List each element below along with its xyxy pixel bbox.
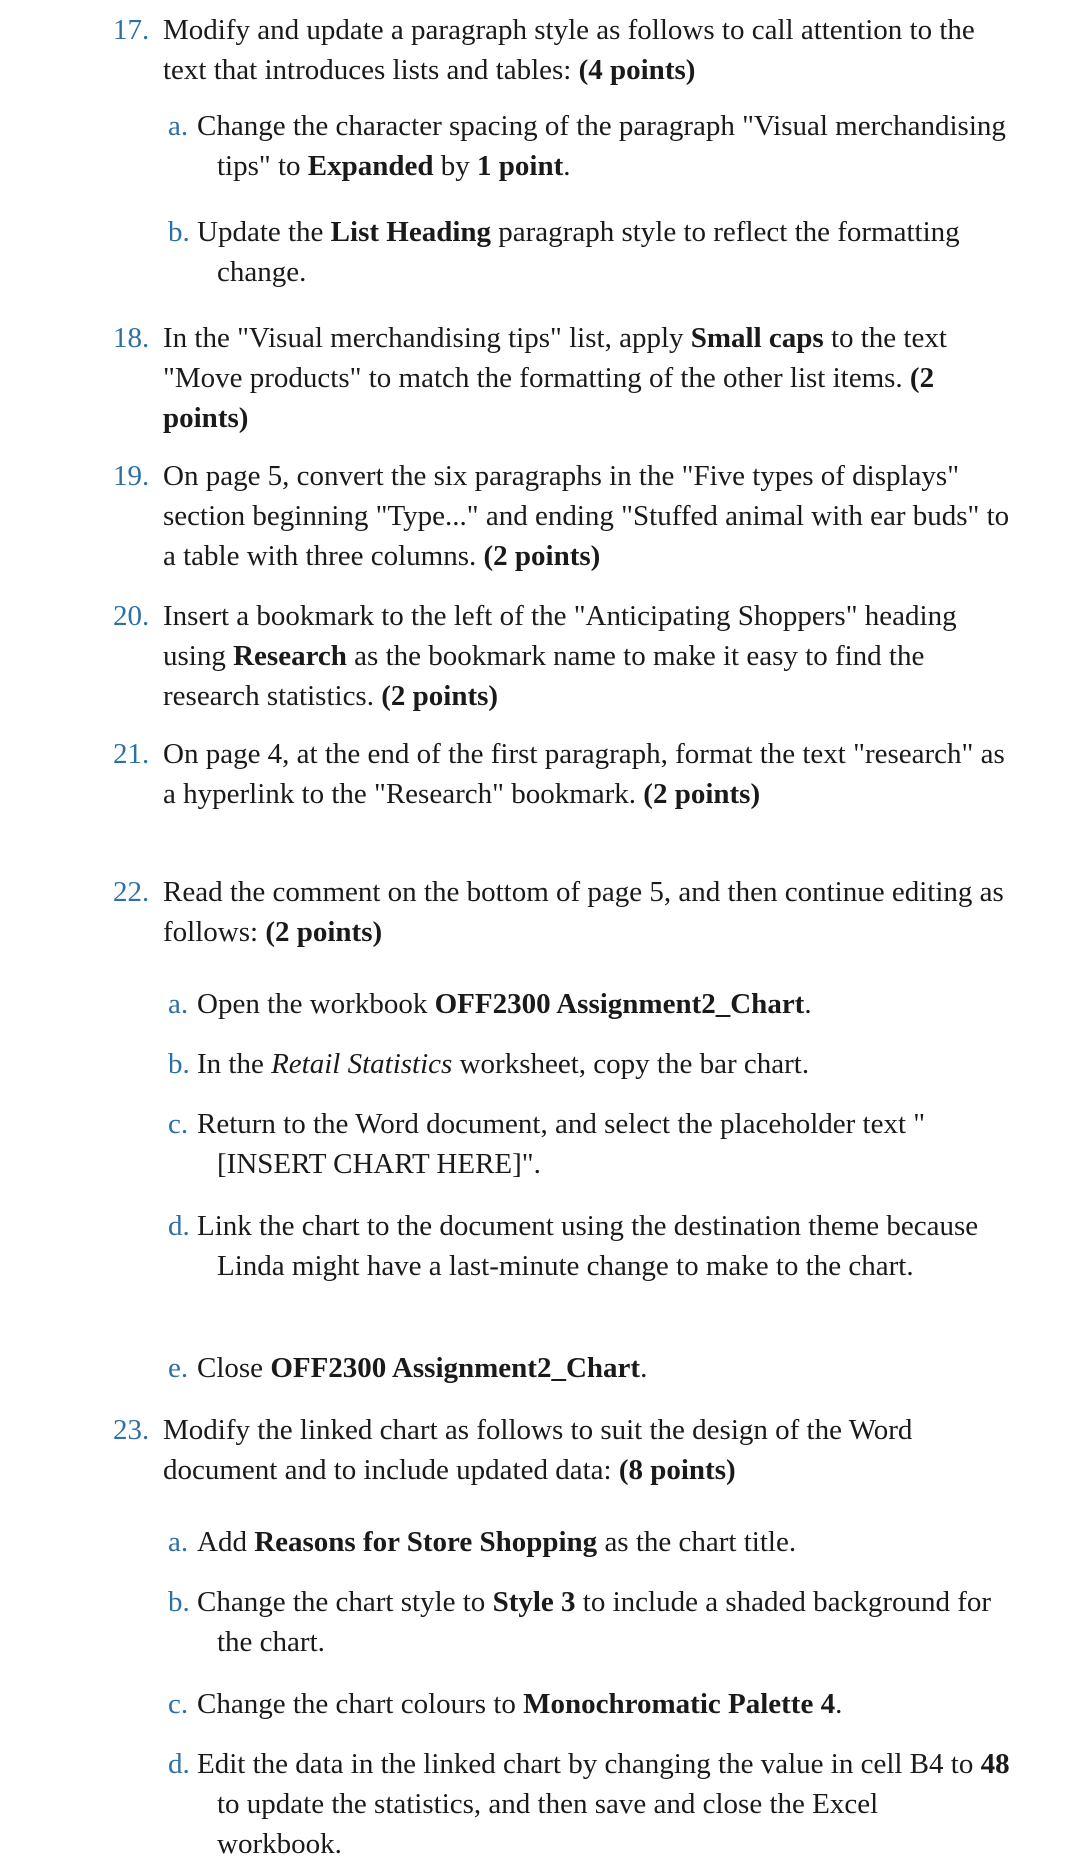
- sub-list-item: [0, 212, 1080, 292]
- sub-item-text: [197, 1526, 796, 1558]
- text-run: Edit the data in the linked chart by changing the value in cell B4 to: [197, 1748, 981, 1780]
- bold-text: (4 points): [578, 54, 696, 86]
- bold-text: List Heading: [330, 216, 492, 248]
- text-run: Close: [197, 1352, 271, 1384]
- sub-item-letter: d.: [168, 1748, 190, 1780]
- sub-item-text: [197, 1210, 978, 1282]
- item-number: 17.: [113, 14, 150, 46]
- bold-text: Research: [233, 640, 347, 672]
- text-run: to the text "Move products" to match the formatting of the other list items.: [163, 322, 947, 394]
- item-text: [163, 14, 975, 86]
- sub-item-letter: e.: [168, 1352, 189, 1384]
- list-item: [0, 456, 1080, 576]
- text-run: by: [433, 150, 478, 182]
- list-item: [0, 734, 1080, 814]
- item-text: [163, 600, 957, 712]
- sub-list-item: [0, 1522, 1080, 1562]
- item-number: 20.: [113, 600, 150, 632]
- bold-text: Monochromatic Palette 4: [523, 1688, 836, 1720]
- sub-item-letter: c.: [168, 1688, 189, 1720]
- sub-item-letter: c.: [168, 1108, 189, 1140]
- text-run: Insert a bookmark to the left of the "Anticipating Shoppers" heading using: [163, 600, 957, 672]
- sub-item-letter: b.: [168, 1586, 190, 1618]
- text-run: .: [563, 150, 571, 182]
- bold-text: OFF2300 Assignment2_Chart: [434, 988, 805, 1020]
- list-item: [0, 596, 1080, 716]
- text-run: Return to the Word document, and select the placeholder text "[INSERT CHART HERE]".: [197, 1108, 926, 1180]
- text-run: In the "Visual merchandising tips" list, apply: [163, 322, 691, 354]
- item-text: [163, 1414, 912, 1486]
- sub-item-letter: d.: [168, 1210, 190, 1242]
- item-number: 22.: [113, 876, 150, 908]
- item-text: [163, 322, 947, 434]
- sub-item-text: [197, 1748, 1010, 1860]
- sub-list-item: [0, 1744, 1080, 1864]
- text-run: Change the chart colours to: [197, 1688, 524, 1720]
- item-number: 18.: [113, 322, 150, 354]
- list-item: [0, 872, 1080, 952]
- sub-item-letter: b.: [168, 216, 190, 248]
- text-run: Link the chart to the document using the destination theme because Linda might have a last-minute change to make to the chart.: [197, 1210, 979, 1282]
- bold-text: 48: [980, 1748, 1010, 1780]
- bold-text: (2 points): [381, 680, 499, 712]
- sub-item-text: [197, 110, 1006, 182]
- item-text: [163, 876, 1004, 948]
- bold-text: Style 3: [492, 1586, 576, 1618]
- text-run: as the chart title.: [597, 1526, 797, 1558]
- sub-item-text: [197, 1688, 842, 1720]
- bold-text: 1 point: [477, 150, 564, 182]
- sub-item-text: [197, 1108, 925, 1180]
- bold-text: Expanded: [307, 150, 434, 182]
- sub-item-letter: a.: [168, 110, 189, 142]
- bold-text: OFF2300 Assignment2_Chart: [270, 1352, 641, 1384]
- text-run: Add: [197, 1526, 255, 1558]
- bold-text: (8 points): [618, 1454, 736, 1486]
- sub-list-item: [0, 106, 1080, 186]
- sub-item-text: [197, 216, 960, 288]
- sub-item-text: [197, 1048, 809, 1080]
- text-run: Read the comment on the bottom of page 5, and then continue editing as follows:: [163, 876, 1004, 948]
- list-item: [0, 1410, 1080, 1490]
- item-text: [163, 460, 1009, 572]
- item-text: [163, 738, 1005, 810]
- text-run: to include a shaded background for the chart.: [217, 1586, 992, 1658]
- sub-list-item: [0, 1684, 1080, 1724]
- sub-list-item: [0, 1582, 1080, 1662]
- sub-list-item: [0, 1348, 1080, 1388]
- sub-list-item: [0, 1044, 1080, 1084]
- item-number: 23.: [113, 1414, 150, 1446]
- bold-text: (2 points): [643, 778, 761, 810]
- bold-text: (2 points): [265, 916, 383, 948]
- text-run: In the: [197, 1048, 272, 1080]
- item-number: 21.: [113, 738, 150, 770]
- item-number: 19.: [113, 460, 150, 492]
- list-item: [0, 318, 1080, 438]
- sub-item-text: [197, 1352, 647, 1384]
- text-run: On page 5, convert the six paragraphs in the "Five types of displays" section beginning "Type..." and ending "Stuffed animal with ear buds" to a table with three columns.: [163, 460, 1010, 572]
- text-run: Change the character spacing of the paragraph "Visual merchandising tips" to: [197, 110, 1006, 182]
- bold-text: Small caps: [690, 322, 824, 354]
- text-run: .: [804, 988, 812, 1020]
- sub-item-text: [197, 988, 812, 1020]
- sub-item-letter: a.: [168, 1526, 189, 1558]
- text-run: to update the statistics, and then save and close the Excel workbook.: [217, 1788, 879, 1860]
- text-run: Modify the linked chart as follows to suit the design of the Word document and to include updated data:: [163, 1414, 913, 1486]
- text-run: Update the: [197, 216, 331, 248]
- sub-list-item: [0, 984, 1080, 1024]
- text-run: Modify and update a paragraph style as follows to call attention to the text that introduces lists and tables:: [163, 14, 975, 86]
- sub-item-text: [197, 1586, 991, 1658]
- text-run: as the bookmark name to make it easy to find the research statistics.: [163, 640, 925, 712]
- italic-text: Retail Statistics: [271, 1048, 453, 1080]
- bold-text: Reasons for Store Shopping: [254, 1526, 598, 1558]
- text-run: Change the chart style to: [197, 1586, 493, 1618]
- sub-item-letter: b.: [168, 1048, 190, 1080]
- text-run: paragraph style to reflect the formatting change.: [217, 216, 960, 288]
- bold-text: (2 points): [483, 540, 601, 572]
- text-run: worksheet, copy the bar chart.: [452, 1048, 810, 1080]
- text-run: .: [835, 1688, 843, 1720]
- sub-list-item: [0, 1104, 1080, 1184]
- text-run: On page 4, at the end of the first paragraph, format the text "research" as a hyperlink to the "Research" bookmark.: [163, 738, 1005, 810]
- bold-text: (2 points): [163, 362, 935, 434]
- sub-list-item: [0, 1206, 1080, 1286]
- list-item: [0, 10, 1080, 90]
- text-run: Open the workbook: [197, 988, 435, 1020]
- sub-item-letter: a.: [168, 988, 189, 1020]
- text-run: .: [640, 1352, 648, 1384]
